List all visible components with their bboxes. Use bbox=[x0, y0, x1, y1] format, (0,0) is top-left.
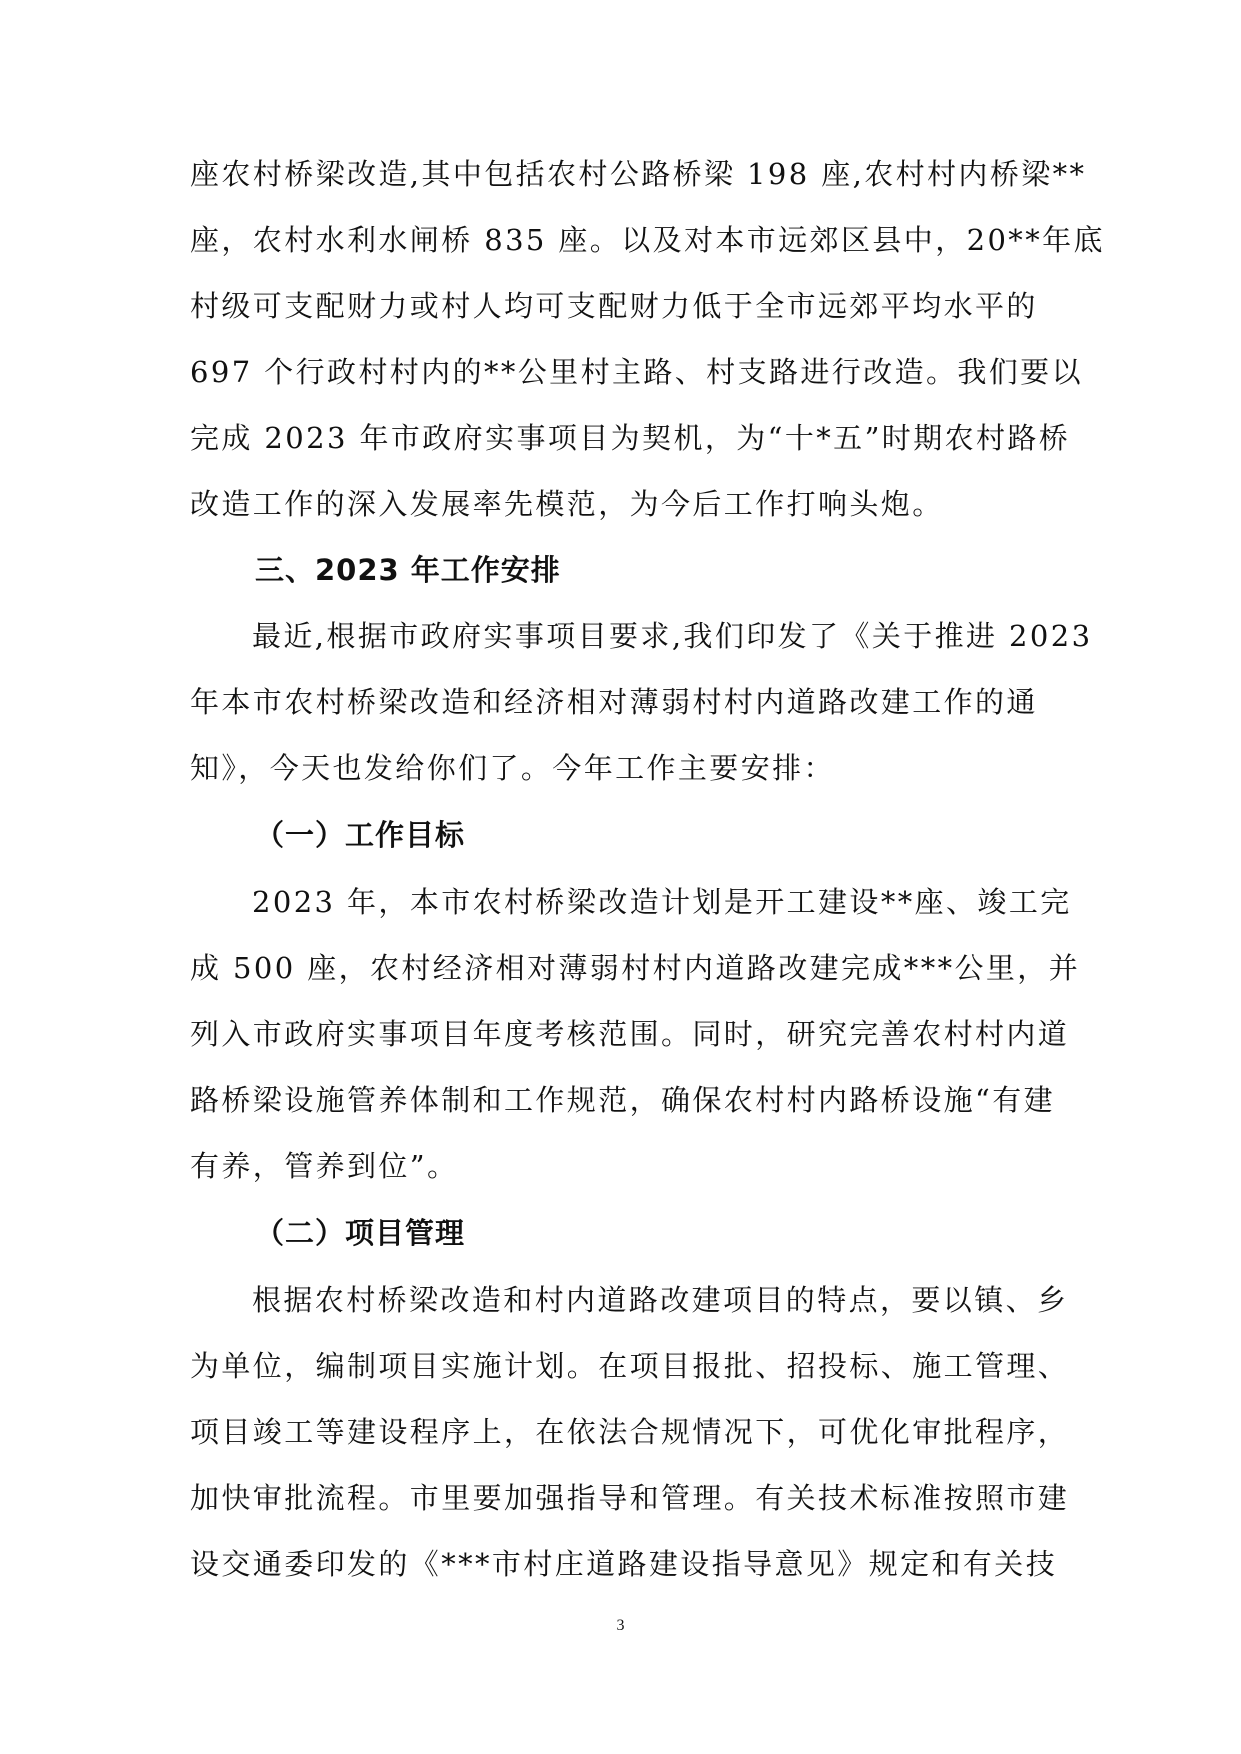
text-line: 路桥梁设施管养体制和工作规范，确保农村村内路桥设施“有建 bbox=[190, 1083, 1056, 1117]
text-line: 加快审批流程。市里要加强指导和管理。有关技术标准按照市建 bbox=[190, 1481, 1070, 1515]
text-line: 697 个行政村村内的**公里村主路、村支路进行改造。我们要以 bbox=[190, 355, 1083, 389]
section-heading-work-plan: 三、2023 年工作安排 bbox=[255, 553, 561, 587]
text-line: 2023 年，本市农村桥梁改造计划是开工建设**座、竣工完 bbox=[252, 885, 1072, 919]
page-number: 3 bbox=[616, 1617, 625, 1634]
text-line: 列入市政府实事项目年度考核范围。同时，研究完善农村村内道 bbox=[190, 1017, 1070, 1051]
text-line: 有养，管养到位”。 bbox=[190, 1149, 459, 1183]
text-line: 为单位，编制项目实施计划。在项目报批、招投标、施工管理、 bbox=[190, 1349, 1070, 1383]
subheading-work-goals: （一）工作目标 bbox=[255, 818, 466, 852]
text-line: 最近,根据市政府实事项目要求,我们印发了《关于推进 2023 bbox=[252, 619, 1093, 653]
text-line: 知》，今天也发给你们了。今年工作主要安排： bbox=[190, 751, 835, 785]
subheading-project-management: （二）项目管理 bbox=[255, 1216, 466, 1250]
text-line: 年本市农村桥梁改造和经济相对薄弱村村内道路改建工作的通 bbox=[190, 685, 1038, 719]
text-line: 根据农村桥梁改造和村内道路改建项目的特点，要以镇、乡 bbox=[252, 1283, 1069, 1317]
text-line: 设交通委印发的《***市村庄道路建设指导意见》规定和有关技 bbox=[190, 1547, 1058, 1581]
text-line: 项目竣工等建设程序上，在依法合规情况下，可优化审批程序， bbox=[190, 1415, 1070, 1449]
text-line: 座，农村水利水闸桥 835 座。以及对本市远郊区县中，20**年底 bbox=[190, 223, 1105, 257]
text-line: 改造工作的深入发展率先模范，为今后工作打响头炮。 bbox=[190, 487, 944, 521]
text-line: 成 500 座，农村经济相对薄弱村村内道路改建完成***公里，并 bbox=[190, 951, 1081, 985]
text-line: 座农村桥梁改造,其中包括农村公路桥梁 198 座,农村村内桥梁** bbox=[190, 157, 1087, 191]
text-line: 村级可支配财力或村人均可支配财力低于全市远郊平均水平的 bbox=[190, 289, 1038, 323]
text-line: 完成 2023 年市政府实事项目为契机，为“十*五”时期农村路桥 bbox=[190, 421, 1071, 455]
